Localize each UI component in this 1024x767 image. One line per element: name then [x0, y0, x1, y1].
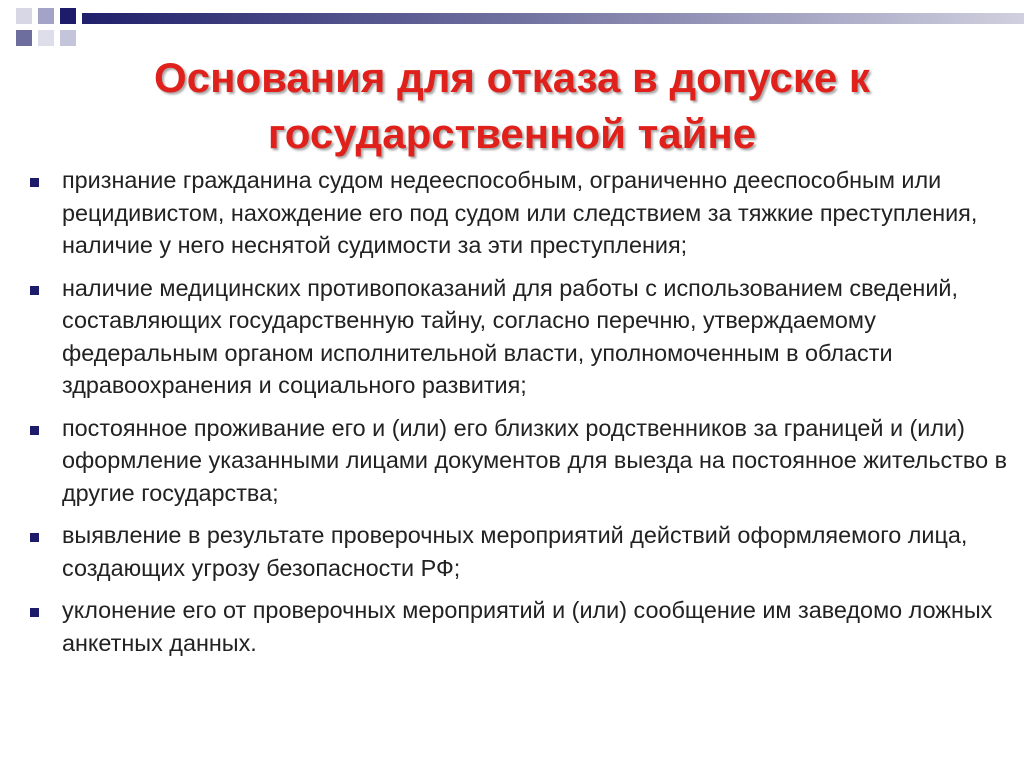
list-item [24, 519, 1020, 584]
list-item [24, 412, 1020, 510]
square-bullet-icon [30, 426, 39, 435]
square-bullet-icon [30, 533, 39, 542]
list-item-text: наличие медицинских противопоказаний для работы с использованием сведений, составляющих государственную тайну, согласно перечню, утверждаемому федеральным органом исполнительной власти, уполномоченным в области здравоохранения и социального развития; [62, 274, 958, 398]
list-item-text: признание гражданина судом недееспособным, ограниченно дееспособным или рецидивистом, нахождение его под судом или следствием за тяжкие преступления, наличие у него неснятой судимости за эти преступления; [62, 167, 978, 258]
square-bullet-icon [30, 608, 39, 617]
list-item [24, 594, 1020, 659]
decor-square [38, 8, 54, 24]
decor-square [38, 30, 54, 46]
square-bullet-icon [30, 178, 39, 187]
decor-square [60, 30, 76, 46]
list-item-text: выявление в результате проверочных мероприятий действий оформляемого лица, создающих угрозу безопасности РФ; [62, 522, 968, 581]
slide-title: Основания для отказа в допуске к государственной тайне [154, 54, 870, 157]
decor-square [60, 8, 76, 24]
decor-square [16, 8, 32, 24]
list-item [24, 272, 1020, 402]
header-gradient-bar [82, 13, 1024, 24]
bullet-list [24, 164, 1020, 669]
decor-square [16, 30, 32, 46]
list-item [24, 164, 1020, 262]
square-bullet-icon [30, 286, 39, 295]
list-item-text: постоянное проживание его и (или) его близких родственников за границей и (или) оформление указанными лицами документов для выезда на постоянное жительство в другие государства; [62, 414, 1008, 506]
list-item-text: уклонение его от проверочных мероприятий и (или) сообщение им заведомо ложных анкетных данных. [62, 597, 993, 656]
